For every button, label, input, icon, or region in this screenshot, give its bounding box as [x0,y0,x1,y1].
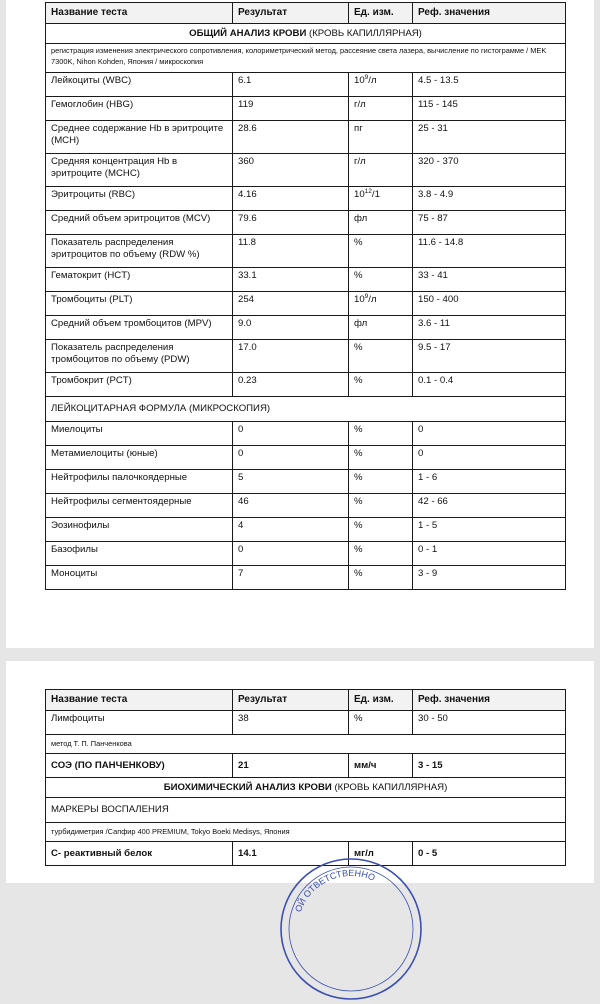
unit-exponent: 12 [364,188,372,195]
test-result: 254 [233,292,349,316]
formula-subsection-title: ЛЕЙКОЦИТАРНАЯ ФОРМУЛА (МИКРОСКОПИЯ) [46,397,566,422]
test-result: 6.1 [233,73,349,97]
markers-title: МАРКЕРЫ ВОСПАЛЕНИЯ [46,798,566,823]
test-name: Гемоглобин (HBG) [46,97,233,121]
table-row [46,373,566,397]
header-ref: Реф. значения [413,3,566,24]
cbc-table-body [46,3,566,590]
lymph-method-row [46,735,566,754]
test-ref: 1 - 5 [413,518,566,542]
test-ref: 0 [413,422,566,446]
test-name: Тромбокрит (PCT) [46,373,233,397]
test-result: 5 [233,470,349,494]
report-page-2 [6,661,594,914]
table-row [46,494,566,518]
table-row [46,268,566,292]
test-result: 119 [233,97,349,121]
test-result: 7 [233,566,349,590]
test-ref: 4.5 - 13.5 [413,73,566,97]
crp-ref: 0 - 5 [413,842,566,866]
markers-row [46,798,566,823]
section-title-row [46,24,566,44]
stamp-seal-icon [276,854,426,1004]
test-name: Тромбоциты (PLT) [46,292,233,316]
test-result: 28.6 [233,121,349,154]
test-ref: 75 - 87 [413,211,566,235]
table-row [46,121,566,154]
test-result: 4.16 [233,187,349,211]
page2-results-table [45,689,566,866]
test-ref: 115 - 145 [413,97,566,121]
test-ref: 320 - 370 [413,154,566,187]
test-name: Средний объем эритроцитов (MCV) [46,211,233,235]
table-row [46,542,566,566]
test-name: Моноциты [46,566,233,590]
test-result: 46 [233,494,349,518]
test-ref: 0 - 1 [413,542,566,566]
test-unit: % [349,542,413,566]
header-name: Название теста [46,690,233,711]
test-unit: фл [349,316,413,340]
bio-section-row [46,778,566,798]
test-unit: % [349,518,413,542]
unit-rest: /1 [371,189,380,200]
test-result: 17.0 [233,340,349,373]
test-unit: г/л [349,154,413,187]
markers-method: турбидиметрия /Сапфир 400 PREMIUM, Tokyo Boeki Medisys, Япония [46,823,566,842]
test-result: 0 [233,446,349,470]
test-unit [349,292,413,316]
header-result: Результат [233,690,349,711]
table-row [46,292,566,316]
test-name: Гематокрит (HCT) [46,268,233,292]
test-unit: % [349,422,413,446]
markers-method-row [46,823,566,842]
test-ref: 3.8 - 4.9 [413,187,566,211]
test-unit: % [349,235,413,268]
unit-rest: /л [368,294,377,305]
header-name: Название теста [46,3,233,24]
test-name: Нейтрофилы сегментоядерные [46,494,233,518]
test-ref: 9.5 - 17 [413,340,566,373]
esr-row [46,754,566,778]
test-name: Средний объем тромбоцитов (MPV) [46,316,233,340]
lymph-unit: % [349,711,413,735]
test-unit: % [349,268,413,292]
crp-result: 14.1 [233,842,349,866]
test-unit: % [349,494,413,518]
test-name: Нейтрофилы палочкоядерные [46,470,233,494]
lymph-method: метод Т. П. Панченкова [46,735,566,754]
table-row [46,211,566,235]
table-row [46,340,566,373]
bio-title-bold: БИОХИМИЧЕСКИЙ АНАЛИЗ КРОВИ [163,781,332,793]
table-row [46,470,566,494]
test-name: Эритроциты (RBC) [46,187,233,211]
test-result: 9.0 [233,316,349,340]
test-unit: г/л [349,97,413,121]
test-result: 0 [233,422,349,446]
unit-exponent: 9 [364,293,369,300]
table-row [46,154,566,187]
crp-unit: мг/л [349,842,413,866]
unit-base: 10 [354,189,365,200]
crp-name: С- реактивный белок [46,842,233,866]
test-ref: 11.6 - 14.8 [413,235,566,268]
test-result: 0 [233,542,349,566]
test-ref: 150 - 400 [413,292,566,316]
test-unit: фл [349,211,413,235]
test-ref: 3.6 - 11 [413,316,566,340]
test-name: Базофилы [46,542,233,566]
section-title [46,24,566,44]
table-row [46,711,566,735]
test-result: 11.8 [233,235,349,268]
test-unit: % [349,373,413,397]
test-unit: пг [349,121,413,154]
test-ref: 3 - 9 [413,566,566,590]
test-unit: % [349,446,413,470]
test-ref: 25 - 31 [413,121,566,154]
stamp-text: ОЙ ОТВЕТСТВЕННО [293,867,377,914]
table-row [46,518,566,542]
table-row [46,446,566,470]
esr-unit: мм/ч [349,754,413,778]
esr-result: 21 [233,754,349,778]
table-row [46,422,566,446]
report-page-1 [6,0,594,648]
table-row [46,73,566,97]
test-ref: 0.1 - 0.4 [413,373,566,397]
header-unit: Ед. изм. [349,3,413,24]
section-title-bold: ОБЩИЙ АНАЛИЗ КРОВИ [189,27,307,39]
test-result: 33.1 [233,268,349,292]
table-row [46,187,566,211]
table-row [46,235,566,268]
lymph-ref: 30 - 50 [413,711,566,735]
test-name: Среднее содержание Hb в эритроците (MCH) [46,121,233,154]
method-text: регистрация изменения электрического сопротивления, колориметрический метод, рассеяние света лазера, вычисление по гистограмме / MEK 7300K, Nihon Kohden, Япония / микроскопия [46,44,566,73]
test-unit: % [349,340,413,373]
unit-base: 10 [354,294,365,305]
test-name: Лейкоциты (WBC) [46,73,233,97]
table-header-row [46,3,566,24]
table-row [46,566,566,590]
test-name: Эозинофилы [46,518,233,542]
table-row [46,316,566,340]
unit-rest: /л [368,75,377,86]
test-ref: 0 [413,446,566,470]
header-result: Результат [233,3,349,24]
clinic-stamp [276,854,426,1004]
header-unit: Ед. изм. [349,690,413,711]
test-unit [349,73,413,97]
unit-base: 10 [354,75,365,86]
test-result: 0.23 [233,373,349,397]
test-result: 4 [233,518,349,542]
lymph-name: Лимфоциты [46,711,233,735]
test-name: Показатель распределения эритроцитов по объему (RDW %) [46,235,233,268]
table-header-row [46,690,566,711]
test-name: Средняя концентрация Hb в эритроците (MCHC) [46,154,233,187]
test-unit [349,187,413,211]
unit-exponent: 9 [364,74,369,81]
test-result: 360 [233,154,349,187]
test-unit: % [349,470,413,494]
header-ref: Реф. значения [413,690,566,711]
lymph-result: 38 [233,711,349,735]
bio-section-title [46,778,566,798]
test-name: Метамиелоциты (юные) [46,446,233,470]
test-ref: 1 - 6 [413,470,566,494]
table-row [46,97,566,121]
test-ref: 33 - 41 [413,268,566,292]
formula-subsection-row [46,397,566,422]
esr-ref: 3 - 15 [413,754,566,778]
method-row [46,44,566,73]
test-ref: 42 - 66 [413,494,566,518]
test-result: 79.6 [233,211,349,235]
section-title-rest: (КРОВЬ КАПИЛЛЯРНАЯ) [309,27,422,39]
test-unit: % [349,566,413,590]
test-name: Показатель распределения тромбоцитов по объему (PDW) [46,340,233,373]
test-name: Миелоциты [46,422,233,446]
bio-title-rest: (КРОВЬ КАПИЛЛЯРНАЯ) [334,781,448,793]
cbc-results-table [45,2,566,590]
esr-name: СОЭ (ПО ПАНЧЕНКОВУ) [46,754,233,778]
